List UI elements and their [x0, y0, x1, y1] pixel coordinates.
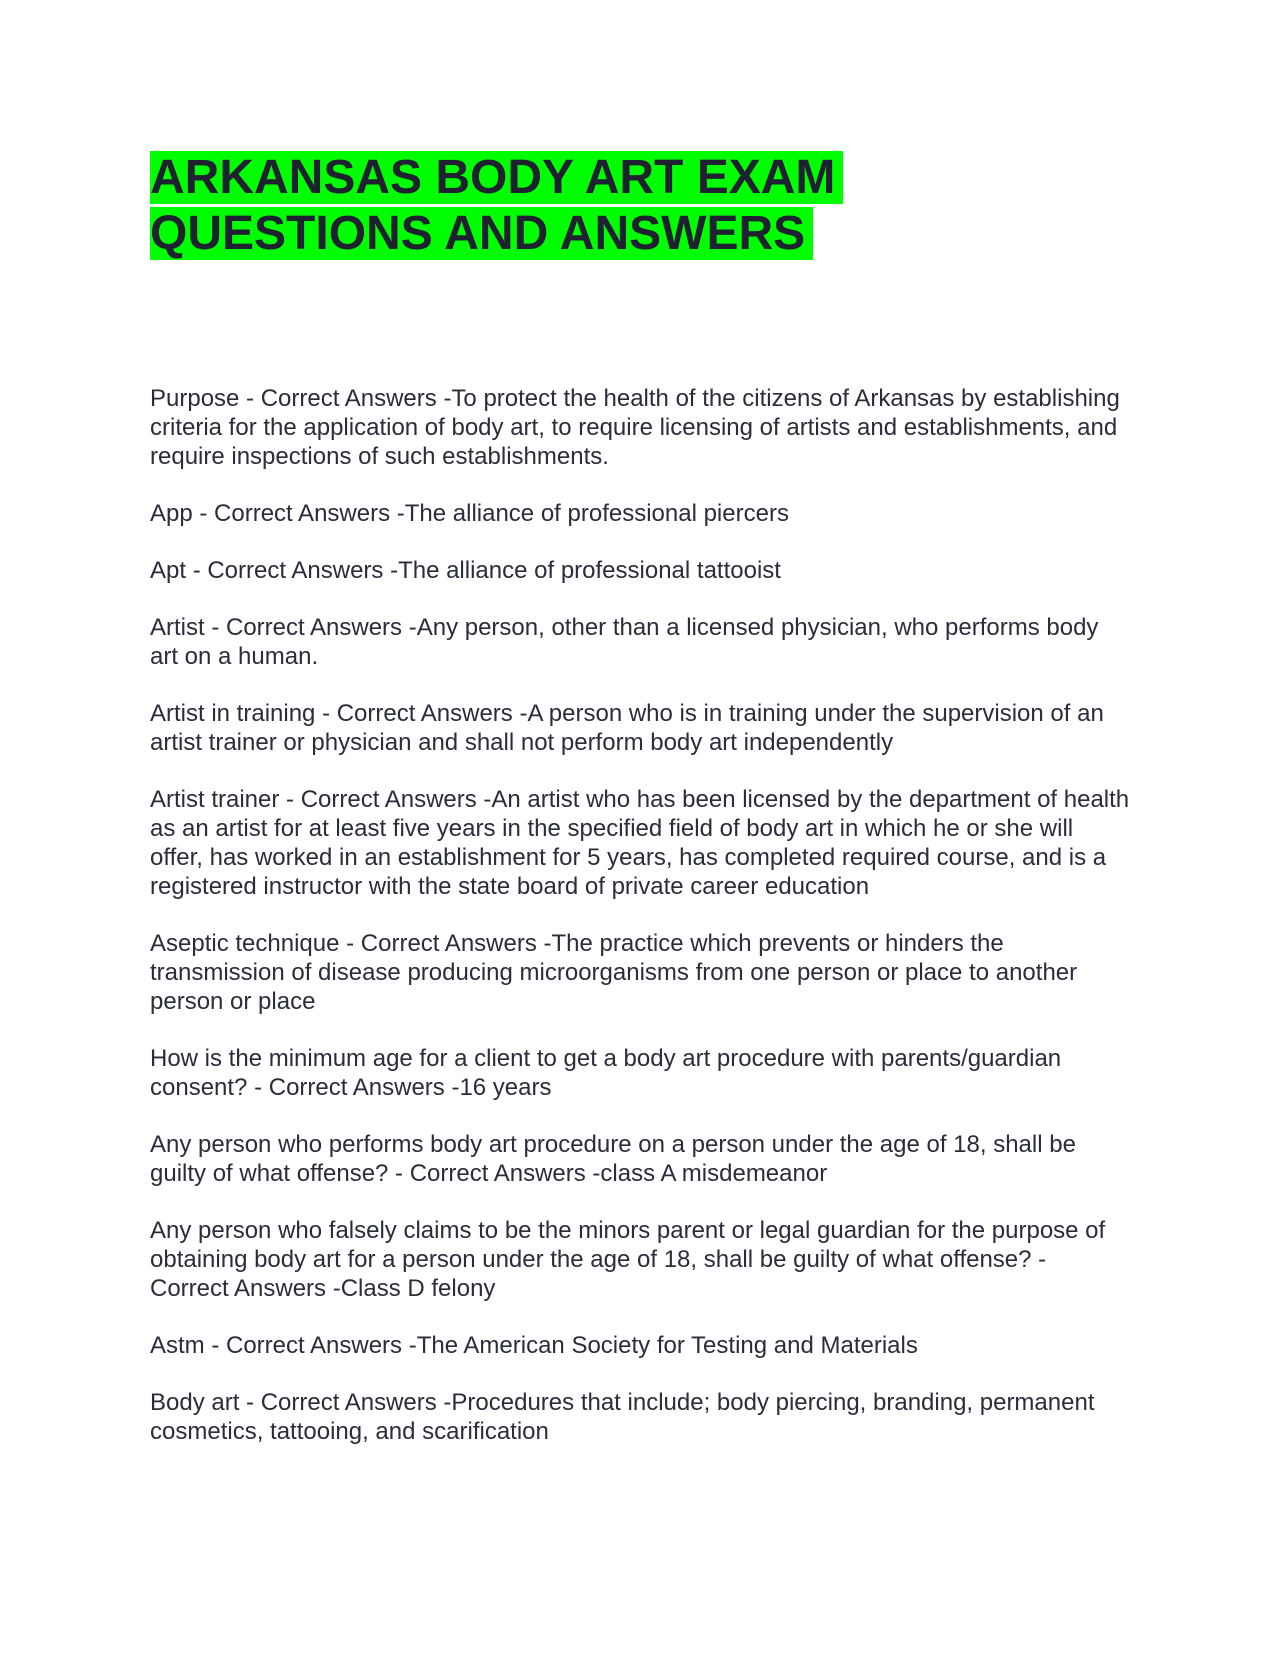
- document-page: [150, 150, 1130, 1474]
- title-line-1: ARKANSAS BODY ART EXAM: [150, 151, 843, 204]
- qa-entry-artist-trainer: Artist trainer - Correct Answers -An artist who has been licensed by the department of health as an artist for at least five years in the specified field of body art in which he or she will offer, has worked in an establishment for 5 years, has completed required course, and is a registered instructor with the state board of private career education: [150, 786, 1130, 900]
- document-title: [150, 150, 1130, 262]
- qa-entry-aseptic-technique: Aseptic technique - Correct Answers -The practice which prevents or hinders the transmission of disease producing microorganisms from one person or place to another person or place: [150, 930, 1078, 1015]
- qa-entry-under-18-offense: Any person who performs body art procedure on a person under the age of 18, shall be guilty of what offense? - Correct Answers -class A misdemeanor: [150, 1131, 1076, 1187]
- qa-entry-purpose: Purpose - Correct Answers -To protect the health of the citizens of Arkansas by establishing criteria for the application of body art, to require licensing of artists and establishments, and require inspections of such establishments.: [150, 385, 1120, 470]
- qa-entry-astm: Astm - Correct Answers -The American Society for Testing and Materials: [150, 1332, 918, 1359]
- qa-entry-minimum-age: How is the minimum age for a client to get a body art procedure with parents/guardian consent? - Correct Answers -16 years: [150, 1045, 1062, 1101]
- qa-entry-body-art: Body art - Correct Answers -Procedures that include; body piercing, branding, permanent cosmetics, tattooing, and scarification: [150, 1389, 1095, 1445]
- qa-entry-apt: Apt - Correct Answers -The alliance of professional tattooist: [150, 557, 781, 584]
- qa-entry-artist-in-training: Artist in training - Correct Answers -A person who is in training under the supervision of an artist trainer or physician and shall not perform body art independently: [150, 700, 1104, 756]
- qa-list: [150, 384, 1130, 1446]
- qa-entry-app: App - Correct Answers -The alliance of professional piercers: [150, 500, 789, 527]
- qa-entry-false-guardian-offense: Any person who falsely claims to be the minors parent or legal guardian for the purpose of obtaining body art for a person under the age of 18, shall be guilty of what offense? - Correct Answers -Class D felony: [150, 1217, 1106, 1302]
- qa-entry-artist: Artist - Correct Answers -Any person, other than a licensed physician, who performs body art on a human.: [150, 614, 1099, 670]
- title-line-2: QUESTIONS AND ANSWERS: [150, 207, 813, 260]
